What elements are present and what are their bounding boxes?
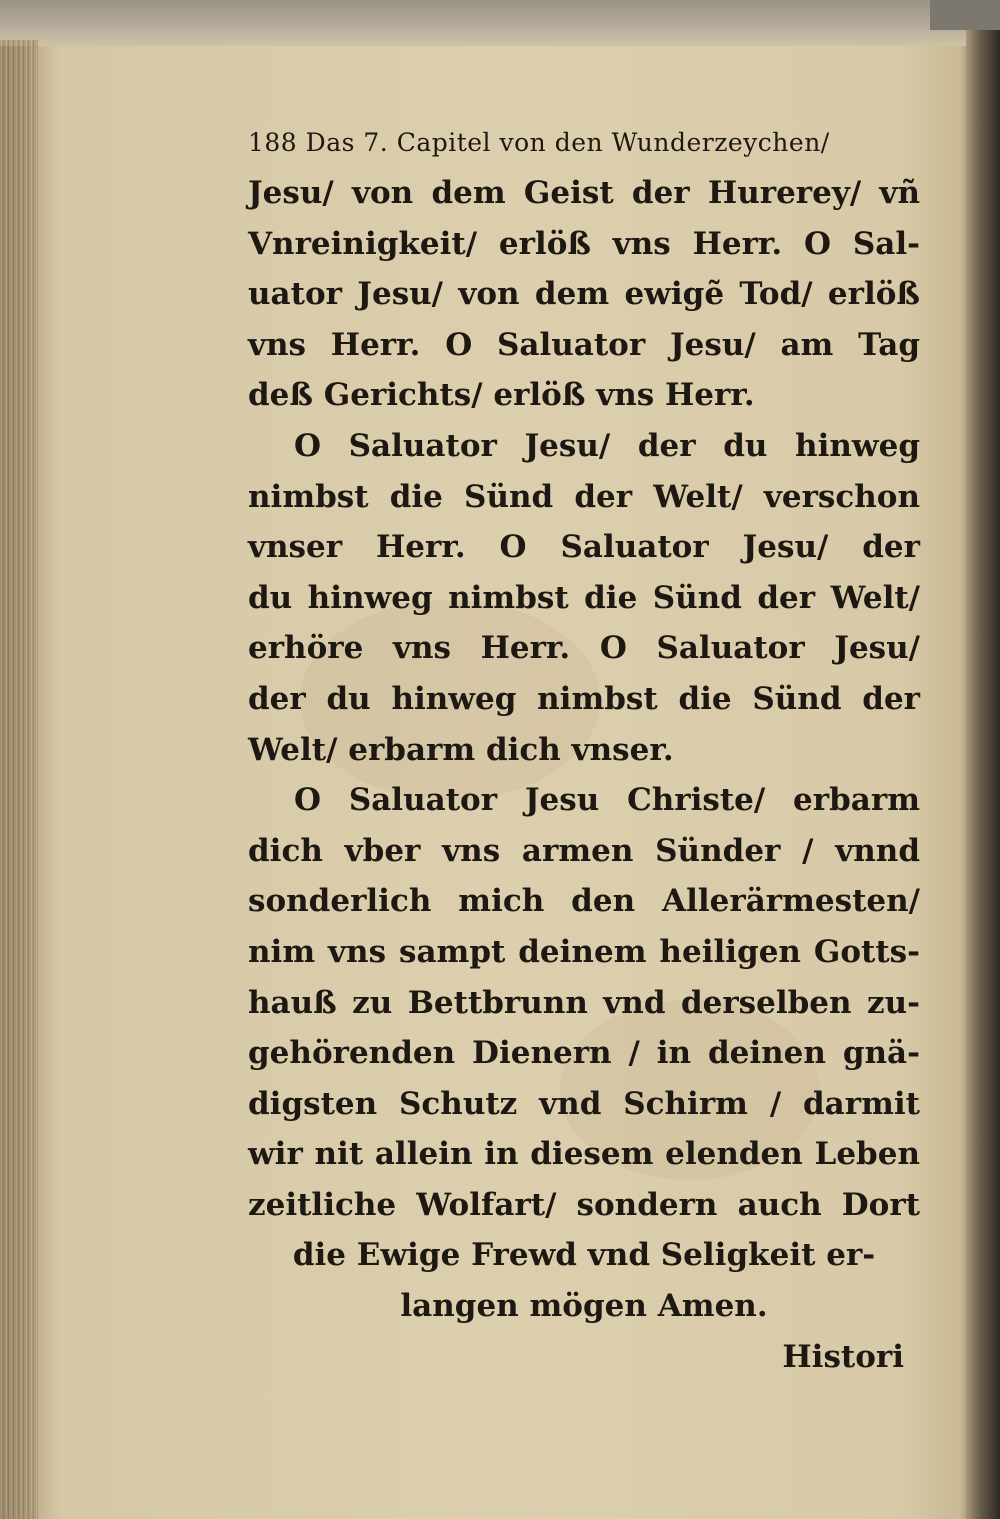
text-line: O Saluator Jesu Christe/ erbarm <box>294 782 920 819</box>
text-line: uator Jesu/ von dem ewigẽ Tod/ erlöß <box>248 276 920 313</box>
text-line: Vnreinigkeit/ erlöß vns Herr. O Sal- <box>248 225 920 262</box>
text-line: O Saluator Jesu/ der du hinweg <box>294 427 920 464</box>
text-line: digsten Schutz vnd Schirm / darmit <box>248 1085 920 1122</box>
page-stack-left-edge <box>0 40 38 1519</box>
text-line: erhöre vns Herr. O Saluator Jesu/ <box>248 630 920 667</box>
text-line: gehörenden Dienern / in deinen gnä- <box>248 1035 920 1072</box>
text-block <box>248 118 920 1382</box>
text-line: die Ewige Frewd vnd Seligkeit er- <box>292 1237 876 1274</box>
text-line: sonderlich mich den Allerärmesten/ <box>248 883 920 920</box>
text-line: vns Herr. O Saluator Jesu/ am Tag <box>248 326 920 363</box>
text-line: langen mögen Amen. <box>400 1288 768 1325</box>
catchword: Histori <box>782 1338 904 1375</box>
text-line: Jesu/ von dem Geist der Hurerey/ vñ <box>248 175 920 211</box>
text-line: wir nit allein in diesem elenden Leben <box>248 1136 920 1173</box>
text-line: der du hinweg nimbst die Sünd der <box>248 680 920 717</box>
page-top-edge <box>0 0 1000 46</box>
text-line: deß Gerichts/ erlöß vns Herr. <box>248 377 755 414</box>
text-line: vnser Herr. O Saluator Jesu/ der <box>248 529 920 566</box>
running-head: 188 Das 7. Capitel von den Wunderzeychen/ <box>248 128 830 157</box>
page-gutter-right <box>966 30 1000 1519</box>
text-line: hauß zu Bettbrunn vnd derselben zu- <box>248 984 920 1021</box>
text-line: zeitliche Wolfart/ sondern auch Dort <box>248 1186 920 1223</box>
text-line: du hinweg nimbst die Sünd der Welt/ <box>248 579 920 616</box>
text-line: nim vns sampt deinem heiligen Gotts- <box>248 933 920 970</box>
text-line: nimbst die Sünd der Welt/ verschon <box>248 478 920 515</box>
binding-strip <box>930 0 1000 30</box>
text-line: Welt/ erbarm dich vnser. <box>248 731 674 768</box>
text-line: dich vber vns armen Sünder / vnnd <box>248 832 920 869</box>
